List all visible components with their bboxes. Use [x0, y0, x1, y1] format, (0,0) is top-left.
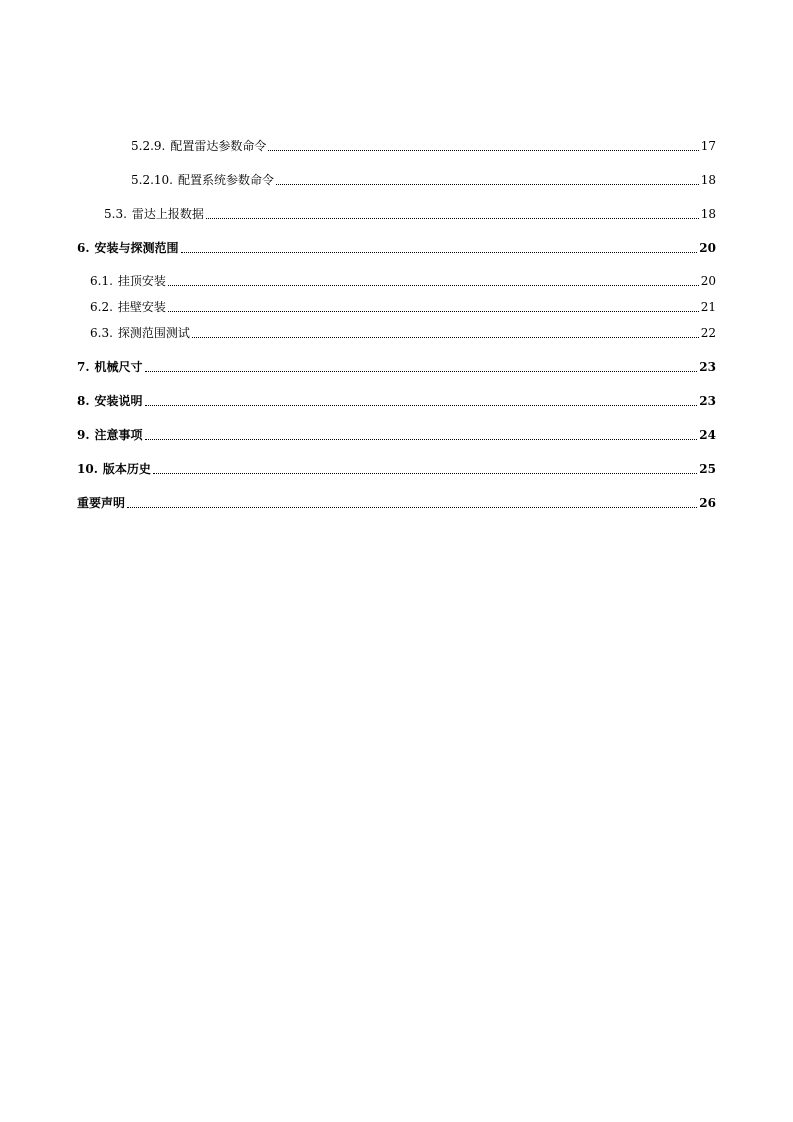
toc-dot-leader: [276, 184, 699, 185]
toc-entry-title: 重要声明: [77, 496, 126, 510]
toc-entry-page: 26: [699, 496, 716, 510]
toc-dot-leader: [206, 218, 699, 219]
toc-dot-leader: [168, 285, 699, 286]
toc-entry-page: 18: [700, 207, 716, 221]
toc-entry-number: 10.: [77, 462, 98, 476]
toc-entry-title: 配置系统参数命令: [177, 173, 274, 187]
toc-entry-important-notice[interactable]: [77, 495, 716, 511]
toc-dot-leader: [168, 311, 699, 312]
toc-entry-6-3[interactable]: [90, 325, 716, 341]
toc-entry-number: 9.: [77, 428, 90, 442]
toc-entry-title: 挂壁安装: [117, 300, 166, 314]
toc-entry-number: 6.3.: [90, 326, 113, 340]
toc-entry-title: 雷达上报数据: [131, 207, 204, 221]
toc-entry-6-2[interactable]: [90, 299, 716, 315]
toc-dot-leader: [145, 405, 698, 406]
toc-entry-10[interactable]: [77, 461, 716, 477]
toc-dot-leader: [127, 507, 697, 508]
toc-entry-page: 25: [699, 462, 716, 476]
toc-entry-page: 20: [700, 274, 716, 288]
toc-entry-page: 24: [699, 428, 716, 442]
toc-entry-page: 22: [700, 326, 716, 340]
toc-dot-leader: [145, 371, 698, 372]
toc-entry-number: 6.1.: [90, 274, 113, 288]
toc-entry-page: 23: [699, 394, 716, 408]
toc-entry-page: 21: [700, 300, 716, 314]
toc-entry-page: 23: [699, 360, 716, 374]
toc-entry-number: 8.: [77, 394, 90, 408]
toc-entry-title: 注意事项: [94, 428, 143, 442]
toc-entry-title: 配置雷达参数命令: [170, 139, 267, 153]
toc-entry-5-2-9[interactable]: [131, 138, 716, 154]
toc-entry-title: 版本历史: [102, 462, 151, 476]
toc-entry-number: 5.2.10.: [131, 173, 173, 187]
toc-entry-title: 安装与探测范围: [94, 241, 179, 255]
toc-entry-title: 安装说明: [94, 394, 143, 408]
toc-dot-leader: [145, 439, 698, 440]
toc-entry-7[interactable]: [77, 359, 716, 375]
toc-dot-leader: [192, 337, 699, 338]
toc-entry-number: 5.3.: [104, 207, 127, 221]
toc-entry-6[interactable]: [77, 240, 716, 256]
toc-entry-number: 7.: [77, 360, 90, 374]
toc-entry-title: 机械尺寸: [94, 360, 143, 374]
toc-dot-leader: [181, 252, 698, 253]
toc-entry-9[interactable]: [77, 427, 716, 443]
toc-entry-number: 6.: [77, 241, 90, 255]
toc-entry-page: 17: [700, 139, 716, 153]
toc-entry-number: 5.2.9.: [131, 139, 166, 153]
toc-entry-title: 挂顶安装: [117, 274, 166, 288]
toc-entry-number: 6.2.: [90, 300, 113, 314]
toc-dot-leader: [268, 150, 698, 151]
toc-entry-title: 探测范围测试: [117, 326, 190, 340]
toc-entry-8[interactable]: [77, 393, 716, 409]
toc-entry-5-3[interactable]: [104, 206, 716, 222]
toc-entry-page: 18: [700, 173, 716, 187]
toc-entry-5-2-10[interactable]: [131, 172, 716, 188]
toc-entry-page: 20: [699, 241, 716, 255]
toc-dot-leader: [153, 473, 697, 474]
toc-entry-6-1[interactable]: [90, 273, 716, 289]
